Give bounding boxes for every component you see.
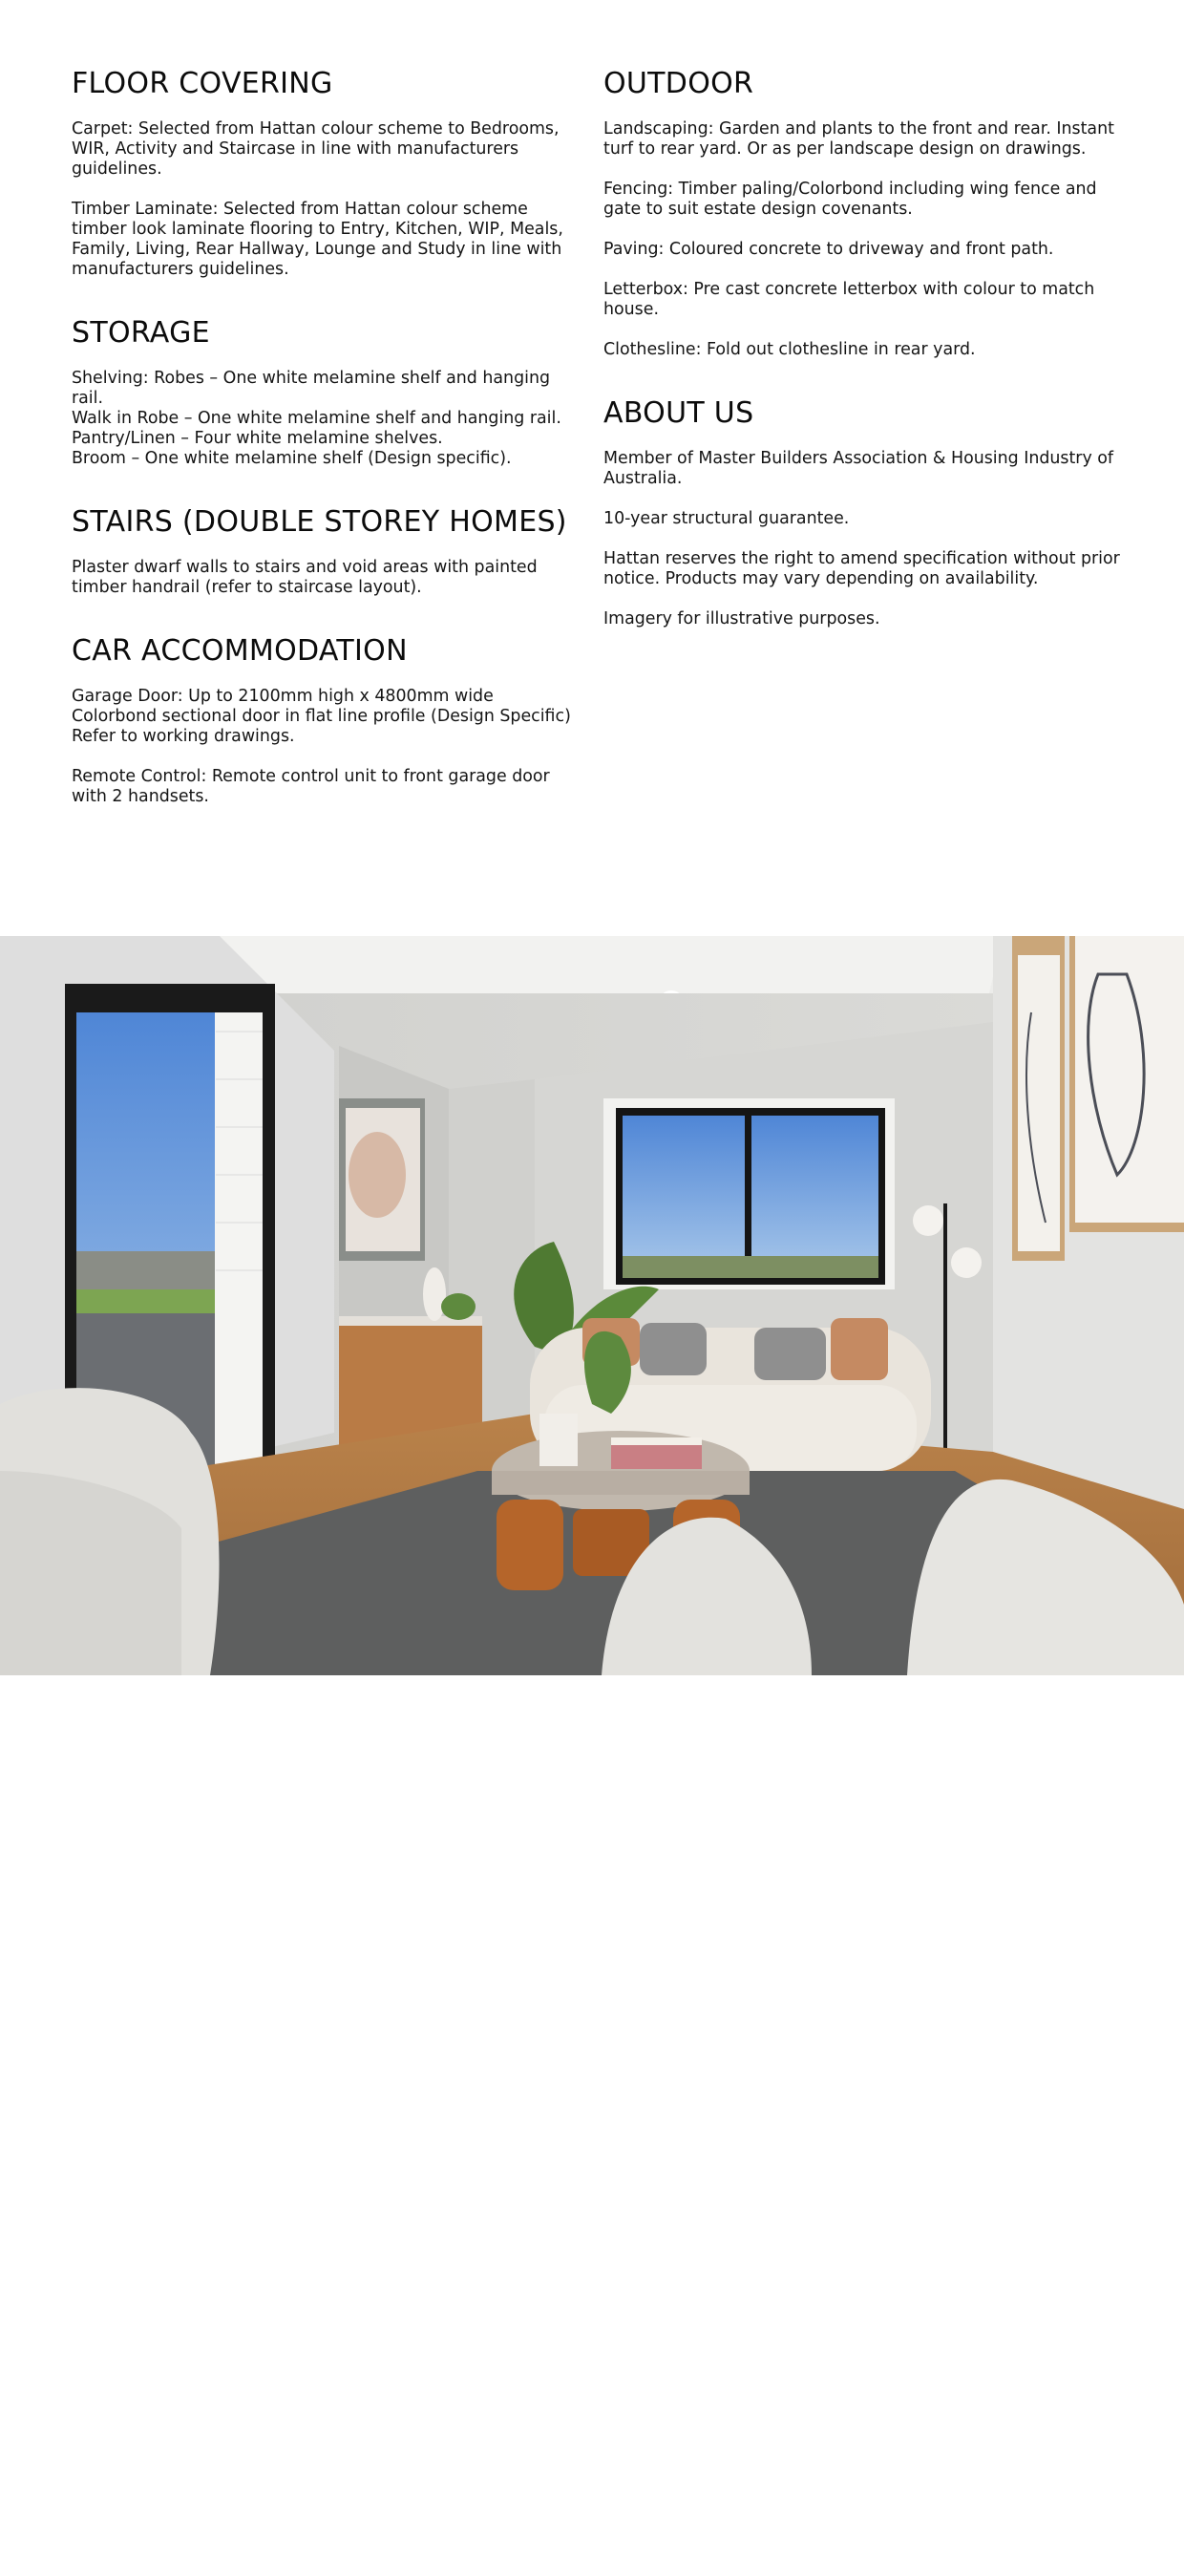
disclaimer-paragraph: Hattan reserves the right to amend specification without prior notice. Products may vary depending on availability. [603, 549, 1120, 588]
fencing-paragraph: Fencing: Timber paling/Colorbond including wing fence and gate to suit estate design covenants. [603, 180, 1097, 219]
floor-covering-heading: FLOOR COVERING [72, 67, 333, 100]
timber-laminate-paragraph: Timber Laminate: Selected from Hattan colour scheme timber look laminate flooring to Entry, Kitchen, WIP, Meals, Family, Living, Rear Hallway, Lounge and Study in line with manufacturers guidelines. [72, 200, 563, 279]
stairs-paragraph: Plaster dwarf walls to stairs and void areas with painted timber handrail (refer to staircase layout). [72, 558, 538, 597]
storage-line-pantry-linen: Pantry/Linen – Four white melamine shelves. [72, 429, 443, 448]
outdoor-section [603, 69, 1124, 360]
clothesline-paragraph: Clothesline: Fold out clothesline in rear yard. [603, 340, 976, 359]
left-column [72, 69, 582, 845]
living-room-illustration [0, 936, 1184, 1675]
outdoor-heading: OUTDOOR [603, 67, 754, 100]
membership-paragraph: Member of Master Builders Association & Housing Industry of Australia. [603, 449, 1114, 488]
about-us-section [603, 398, 1124, 629]
remote-control-paragraph: Remote Control: Remote control unit to front garage door with 2 handsets. [72, 767, 550, 806]
stairs-section [72, 507, 582, 598]
right-column [603, 69, 1124, 668]
storage-section [72, 318, 582, 469]
carpet-paragraph: Carpet: Selected from Hattan colour scheme to Bedrooms, WIR, Activity and Staircase in line with manufacturers guidelines. [72, 119, 560, 179]
storage-line-walk-in-robe: Walk in Robe – One white melamine shelf and hanging rail. [72, 409, 561, 428]
garage-door-paragraph: Garage Door: Up to 2100mm high x 4800mm wide Colorbond sectional door in flat line profile (Design Specific) Refer to working drawings. [72, 687, 571, 746]
stairs-heading: STAIRS (DOUBLE STOREY HOMES) [72, 505, 567, 539]
photo-caption: All images are for illustrative purposes only. [39, 2561, 343, 2576]
car-accommodation-section [72, 636, 582, 807]
guarantee-paragraph: 10-year structural guarantee. [603, 509, 850, 528]
car-accommodation-heading: CAR ACCOMMODATION [72, 634, 408, 668]
storage-heading: STORAGE [72, 316, 210, 350]
storage-line-broom: Broom – One white melamine shelf (Design specific). [72, 449, 512, 468]
paving-paragraph: Paving: Coloured concrete to driveway and front path. [603, 240, 1054, 259]
imagery-paragraph: Imagery for illustrative purposes. [603, 609, 880, 628]
living-room-photo [0, 936, 1184, 2576]
floor-covering-section [72, 69, 582, 280]
about-us-heading: ABOUT US [603, 396, 754, 430]
letterbox-paragraph: Letterbox: Pre cast concrete letterbox with colour to match house. [603, 280, 1095, 319]
storage-line-shelving: Shelving: Robes – One white melamine shelf and hanging rail. [72, 369, 551, 408]
landscaping-paragraph: Landscaping: Garden and plants to the front and rear. Instant turf to rear yard. Or as per landscape design on drawings. [603, 119, 1114, 159]
